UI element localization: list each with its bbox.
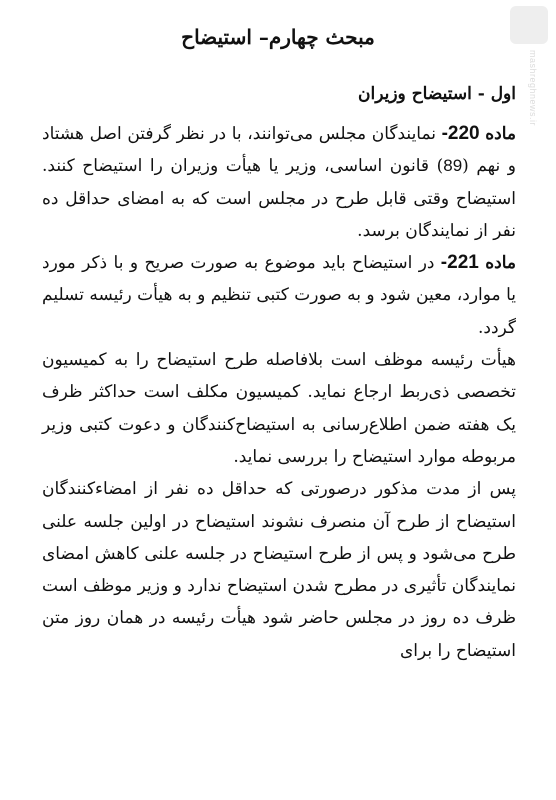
article-220-text-1: نمایندگان مجلس می‌توانند، با در نظر گرفتن اصل هشتاد و نهم ( — [42, 124, 517, 177]
article-220-number: 220 — [447, 123, 480, 144]
article-221 — [42, 247, 516, 344]
article-221-text: در استیضاح باید موضوع به صورت صریح و با ذکر مورد یا موارد، معین شود و به صورت کتبی تنظیم و به هیأت رئیسه تسلیم گردد. — [42, 253, 516, 338]
article-221-dash: - — [434, 252, 448, 274]
article-220 — [42, 118, 516, 247]
article-220-label: ماده — [485, 124, 517, 144]
paragraph-referral: هیأت رئیسه موظف است بلافاصله طرح استیضاح را به کمیسیون تخصصی ذی‌ربط ارجاع نماید. کمیسیون مکلف است حداکثر ظرف یک هفته ضمن اطلاع‌رسانی به استیضاح‌کنندگان و دعوت کتبی وزیر مربوطه موارد استیضاح را بررسی نماید. — [42, 350, 516, 467]
document-body — [42, 118, 516, 667]
paragraph-session: پس از مدت مذکور درصورتی که حداقل ده نفر از امضاءکنندگان استیضاح از طرح آن منصرف نشوند استیضاح در اولین جلسه علنی طرح می‌شود و پس از طرح استیضاح در جلسه علنی کاهش امضای نمایندگان تأثیری در مطرح شدن استیضاح ندارد و وزیر موظف است ظرف ده روز در مجلس حاضر شود هیأت رئیسه در همان روز متن استیضاح را برای — [42, 479, 516, 661]
article-221-number: 221 — [447, 252, 479, 274]
article-220-principle-number: 89 — [443, 156, 463, 176]
article-220-dash: - — [436, 123, 448, 144]
page-heading: مبحث چهارم– استیضاح — [181, 25, 375, 49]
watermark-url: mashreghnews.ir — [528, 50, 538, 127]
section-title: اول - استیضاح وزیران — [358, 84, 516, 104]
article-221-label: ماده — [485, 253, 517, 274]
article-220-text-2: ) قانون اساسی، وزیر یا هیأت وزیران را استیضاح کنند. استیضاح وقتی قابل طرح در مجلس است که به امضای حداقل ده نفر از نمایندگان برسد. — [42, 156, 516, 241]
